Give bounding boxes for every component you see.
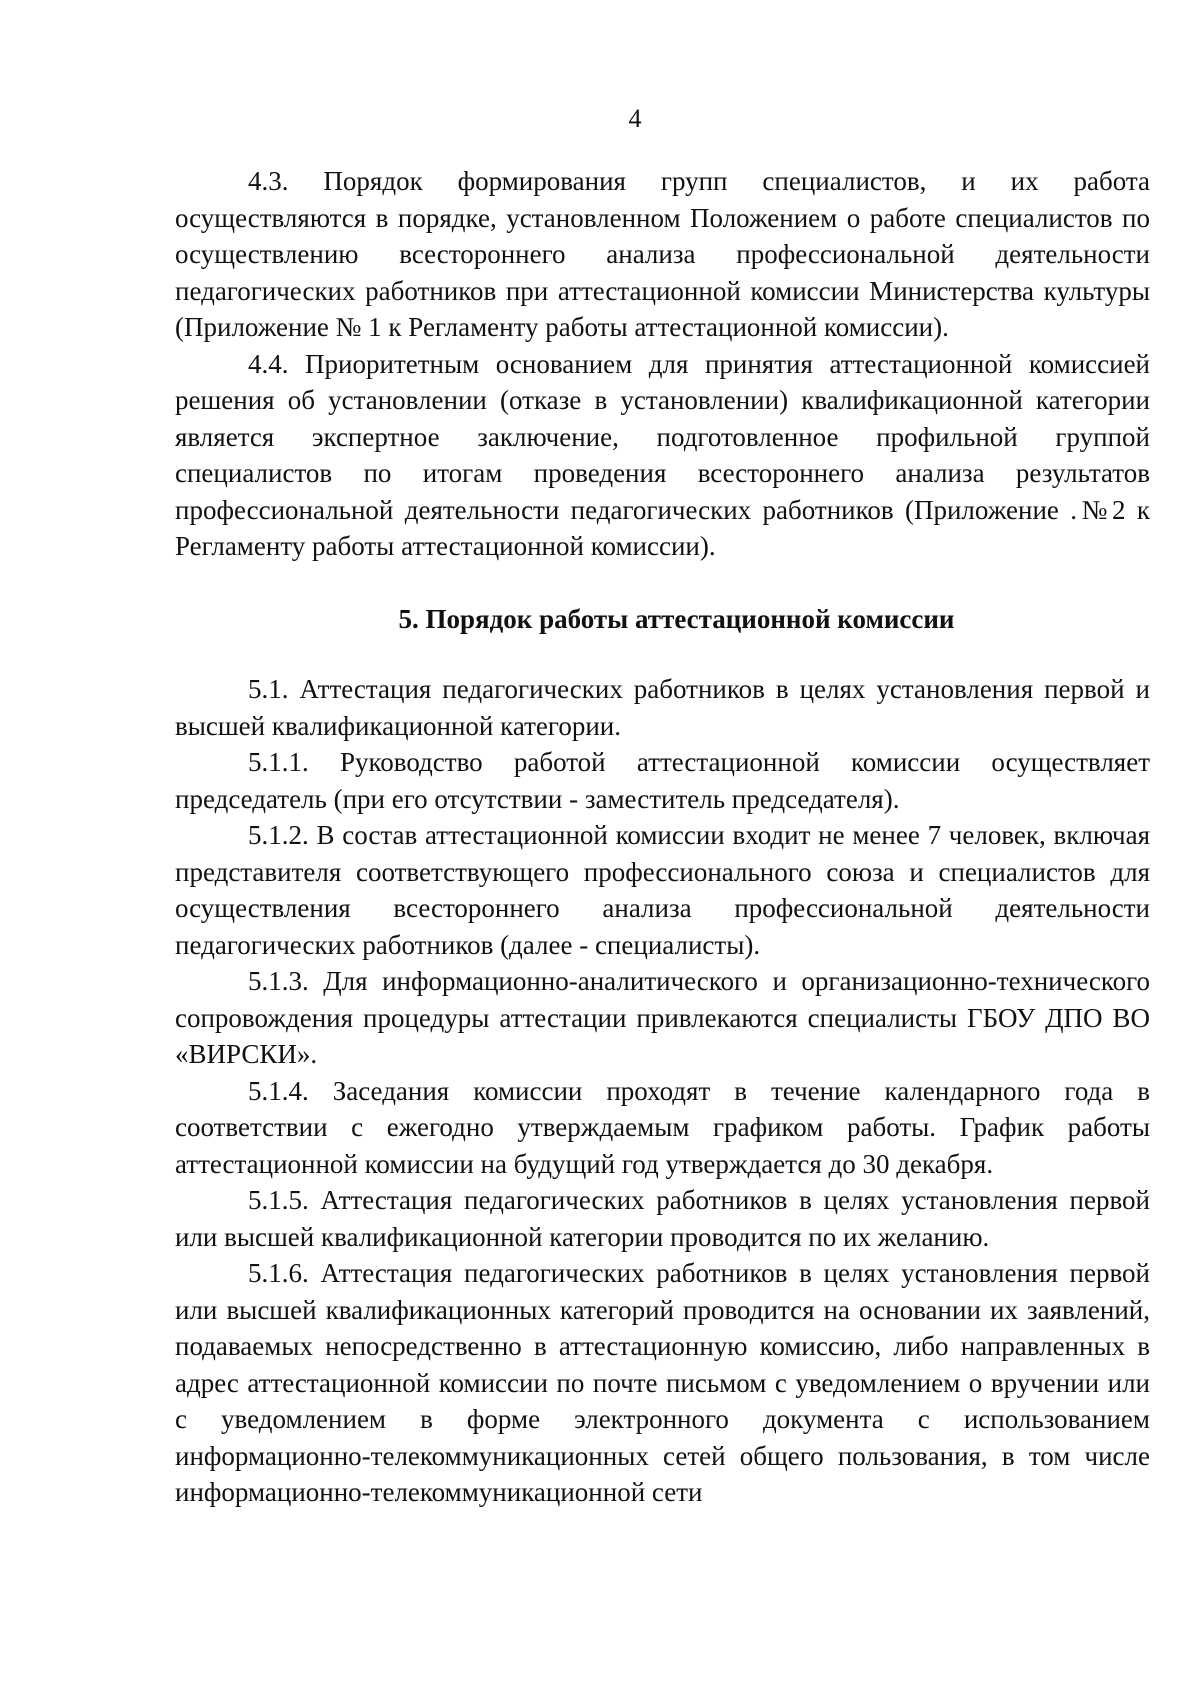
paragraph-5-1-4: 5.1.4. Заседания комиссии проходят в течение календарного года в соответствии с ежегодно утверждаемым графиком работы. График работы аттестационной комиссии на будущий год утверждается до 30 декабря. <box>175 1075 1150 1179</box>
paragraph-5-1-5: 5.1.5. Аттестация педагогических работников в целях установления первой или высшей квалификационной категории проводится по их желанию. <box>175 1185 1150 1252</box>
paragraph-5-1: 5.1. Аттестация педагогических работников в целях установления первой и высшей квалификационной категории. <box>175 674 1150 741</box>
paragraph-4-4: 4.4. Приоритетным основанием для принятия аттестационной комиссией решения об установлении (отказе в установлении) квалификационной категории является экспертное заключение, подготовленное профильной группой специалистов по итогам проведения всестороннего анализа результатов профессиональной деятельности педагогических работников (Приложение .№2 к Регламенту работы аттестационной комиссии). <box>175 348 1150 561</box>
paragraph-5-1-1: 5.1.1. Руководство работой аттестационной комиссии осуществляет председатель (при его отсутствии - заместитель председателя). <box>175 747 1150 814</box>
document-body <box>175 163 1150 1511</box>
paragraph-5-1-3: 5.1.3. Для информационно-аналитического и организационно-технического сопровождения процедуры аттестации привлекаются специалисты ГБОУ ДПО ВО «ВИРСКИ». <box>175 966 1150 1069</box>
paragraph-5-1-2: 5.1.2. В состав аттестационной комиссии входит не менее 7 человек, включая представителя соответствующего профессионального союза и специалистов для осуществления всестороннего анализа профессиональной деятельности педагогических работников (далее - специалисты). <box>175 820 1150 960</box>
paragraph-5-1-6: 5.1.6. Аттестация педагогических работников в целях установления первой или высшей квалификационных категорий проводится на основании их заявлений, подаваемых непосредственно в аттестационную комиссию, либо направленных в адрес аттестационной комиссии по почте письмом с уведомлением о вручении или с уведомлением в форме электронного документа с использованием информационно-телекоммуникационных сетей общего пользования, в том числе информационно-телекоммуникационной сети <box>175 1258 1150 1507</box>
page-number: 4 <box>628 104 642 133</box>
section-heading: 5. Порядок работы аттестационной комиссии <box>398 603 955 634</box>
paragraph-4-3: 4.3. Порядок формирования групп специалистов, и их работа осуществляются в порядке, установленном Положением о работе специалистов по осуществлению всестороннего анализа профессиональной деятельности педагогических работников при аттестационной комиссии Министерства культуры (Приложение № 1 к Регламенту работы аттестационной комиссии). <box>175 166 1150 342</box>
